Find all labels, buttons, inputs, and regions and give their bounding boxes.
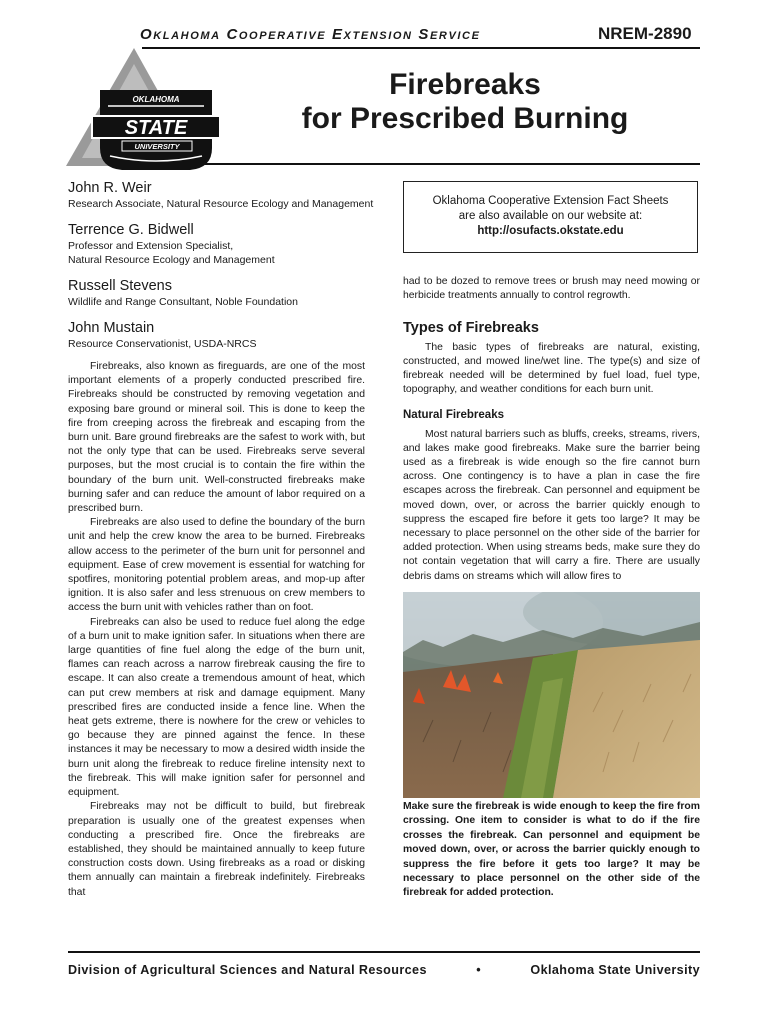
firebreak-photo xyxy=(403,592,700,798)
body-paragraph: had to be dozed to remove trees or brush may need mowing or herbicide treatments annually to control regrowth. xyxy=(403,276,700,302)
author-entry xyxy=(68,222,368,267)
body-paragraph: Firebreaks may not be difficult to build, but firebreak preparation is usually one of the greatest expenses when conducting a prescribed fire. Once the firebreaks are established, they should be maintained annually to keep future construction costs down. Using firebreaks as a road or disking them annually can maintain a firebreak indefinitely. Firebreaks that xyxy=(68,801,365,898)
author-role: Wildlife and Range Consultant, Noble Foundation xyxy=(68,296,298,308)
author-role: Professor and Extension Specialist, xyxy=(68,240,234,252)
title-line-2: for Prescribed Burning xyxy=(301,102,629,135)
left-column xyxy=(68,360,365,900)
fact-sheet-code: NREM-2890 xyxy=(598,24,692,43)
header-rule xyxy=(142,47,700,49)
author-name: Russell Stevens xyxy=(68,278,172,294)
author-block xyxy=(68,180,374,351)
author-entry xyxy=(68,320,368,351)
author-name: Terrence G. Bidwell xyxy=(68,222,194,238)
footer-rule xyxy=(68,951,700,953)
author-role: Research Associate, Natural Resource Ecology and Management xyxy=(68,198,374,210)
svg-text:UNIVERSITY: UNIVERSITY xyxy=(134,142,180,151)
author-name: John Mustain xyxy=(68,320,155,336)
footer-university: Oklahoma State University xyxy=(530,963,700,977)
fact-sheet-notice-box xyxy=(403,181,698,253)
section-heading: Types of Firebreaks xyxy=(403,320,539,337)
document-title xyxy=(252,68,678,160)
body-paragraph: Most natural barriers such as bluffs, creeks, streams, rivers, and lakes make good firebreaks. Make sure the barrier being used as a firebreak is wide enough so the fire cannot burn across. One contingency is to have a plan in case the fire escapes across the firebreak. Can personnel and equipment be moved down, over, or across the barrier quickly enough to suppress the escaped fire before it gets too large? It may be necessary to place personnel on the other side of the barrier for added protection. When using streams beds, make sure they do not contain vegetation that will carry a fire. There are usually debris dams on streams which will allow fires to xyxy=(403,428,700,582)
title-line-1: Firebreaks xyxy=(389,68,541,101)
right-column xyxy=(403,275,700,584)
author-entry xyxy=(68,180,374,211)
body-paragraph: Firebreaks are also used to define the boundary of the burn unit and help the crew know the area to be burned. Firebreaks allow access to the perimeter of the burn unit for personnel and equipment. Ease of crew movement is essential for watching for spotfires, monitoring potential problem areas, and mop-up after ignition. It is also safer and less strenuous on crew members to access the burn unit with vehicles rather than on foot. xyxy=(68,517,365,614)
body-paragraph: Firebreaks, also known as fireguards, are one of the most important elements of a properly conducted prescribed fire. Firebreaks should be constructed by removing vegetation and exposing bare ground or mineral soil. This is done to keep the fire from creeping across the firebreak and escaping from the burn unit. Bare ground firebreaks are the safest to work with, but not the only type that can be used. Firebreaks serve several purposes, but the most crucial is to contain the fire within the boundary of the burn unit. Well-constructed firebreaks make burning safer and can reduce the amount of labor required on a prescribed burn. xyxy=(68,361,365,515)
author-name: John R. Weir xyxy=(68,180,152,196)
notice-line: are also available on our website at: xyxy=(458,210,643,222)
website-link[interactable]: http://osufacts.okstate.edu xyxy=(477,225,624,237)
footer-division: Division of Agricultural Sciences and Natural Resources xyxy=(68,963,427,977)
footer-bullet: • xyxy=(476,963,482,977)
osu-logo xyxy=(62,44,222,174)
svg-text:STATE: STATE xyxy=(124,117,188,139)
author-role: Natural Resource Ecology and Management xyxy=(68,254,275,266)
notice-line: Oklahoma Cooperative Extension Fact Sheets xyxy=(432,195,669,207)
author-role: Resource Conservationist, USDA-NRCS xyxy=(68,338,257,350)
footer xyxy=(68,963,700,981)
header-service-name: Oklahoma Cooperative Extension Service xyxy=(140,26,481,43)
subsection-heading: Natural Firebreaks xyxy=(403,409,504,422)
body-paragraph: Firebreaks can also be used to reduce fuel along the edge of a burn unit to make ignition safer. In situations when there are large quantities of fine fuel along the edge of the burn unit, flames can reach across a narrow firebreak causing the fire to escape. It can also create a tremendous amount of heat, which can put crew members at risk and damage equipment. Many prescribed fires are conducted inside a fence line. When the heat gets extreme, there is nowhere for the crew or vehicles to go because they are pinned against the fence. In these instances it may be necessary to mow a desired width inside the burn unit along the firebreak to reduce fireline intensity next to the firebreak. This will make ignition safer for personnel and equipment. xyxy=(68,616,365,799)
logo-text: OKLAHOMA xyxy=(132,95,180,104)
author-entry xyxy=(68,278,368,309)
photo-caption: Make sure the firebreak is wide enough to keep the fire from crossing. One item to consider is what to do if the fire crosses the firebreak. Can personnel and equipment be moved down, over, or across the barrier quickly enough to suppress the fire before it gets too large? It may be necessary to place personnel on the other side of the firebreak for added protection. xyxy=(403,801,700,899)
body-paragraph: The basic types of firebreaks are natural, existing, constructed, and mowed line/wet line. The type(s) and size of firebreak needed will be determined by fuel load, fuel type, topography, and weather conditions for each burn unit. xyxy=(403,341,700,396)
title-rule xyxy=(200,163,700,165)
